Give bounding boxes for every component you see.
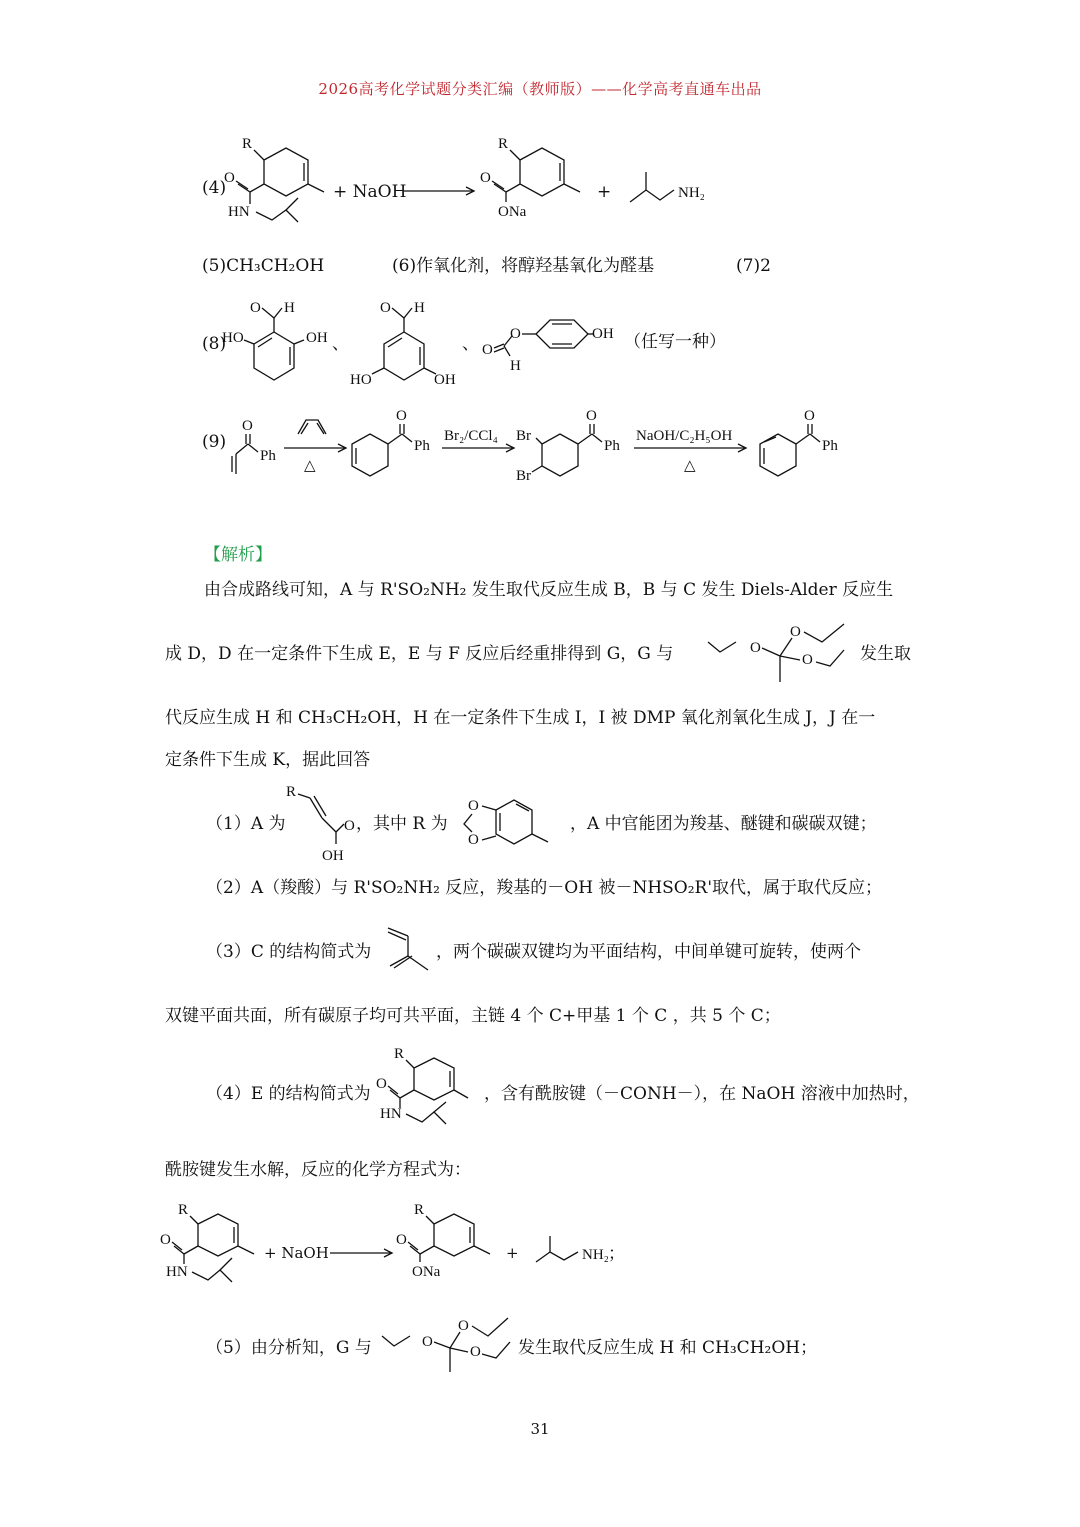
- svg-text:O: O: [510, 326, 521, 342]
- svg-text:O: O: [470, 1344, 481, 1360]
- svg-text:O: O: [376, 1076, 387, 1092]
- svg-text:O: O: [380, 300, 391, 316]
- isobutylamine-structure-top: [628, 160, 728, 210]
- svg-text:O: O: [160, 1232, 171, 1248]
- svg-text:O: O: [344, 818, 355, 834]
- carboxylate-structure-bottom: [392, 1196, 502, 1290]
- plus-sign-bottom: +: [506, 1244, 519, 1262]
- page-header: 2026高考化学试题分类汇编（教师版）——化学高考直通车出品: [318, 80, 762, 98]
- svg-text:ONa: ONa: [498, 204, 527, 220]
- compound-e-structure: [372, 1042, 482, 1134]
- dibromo-ketone: [512, 406, 632, 486]
- svg-text:Br₂/CCl₄: Br₂/CCl₄: [444, 428, 498, 444]
- analysis-paragraph-2b: 发生取: [860, 644, 911, 664]
- answer-6: (6)作氧化剂，将醇羟基氧化为醛基: [392, 256, 655, 276]
- svg-text:O: O: [242, 418, 253, 434]
- benzodioxole-r-group: [462, 796, 572, 852]
- svg-text:O: O: [586, 408, 597, 424]
- plus-naoh: + NaOH: [333, 182, 407, 202]
- svg-text:O: O: [750, 640, 761, 656]
- svg-text:R: R: [394, 1046, 405, 1062]
- svg-text:ONa: ONa: [412, 1264, 441, 1280]
- svg-text:△: △: [684, 458, 696, 474]
- svg-text:O: O: [422, 1334, 433, 1350]
- answer-5: (5)CH₃CH₂OH: [202, 256, 325, 276]
- svg-text:O: O: [458, 1318, 469, 1334]
- cyclohexenyl-ketone: [344, 406, 444, 486]
- br2-reagent-arrow: [442, 426, 518, 456]
- svg-text:O: O: [802, 652, 813, 668]
- svg-text:NH₂: NH₂: [582, 1247, 609, 1263]
- svg-text:O: O: [396, 408, 407, 424]
- svg-text:O: O: [224, 170, 235, 186]
- separator-1: 、: [332, 334, 349, 354]
- plus-sign: +: [597, 182, 612, 202]
- separator-2: 、: [462, 334, 479, 354]
- svg-text:H: H: [284, 300, 295, 316]
- svg-text:O: O: [482, 342, 493, 358]
- svg-text:H: H: [510, 358, 521, 374]
- svg-text:HN: HN: [166, 1264, 188, 1280]
- reaction-arrow: [404, 186, 476, 196]
- svg-text:HO: HO: [222, 330, 244, 346]
- triethyl-orthoacetate-structure-2: [380, 1314, 520, 1376]
- analysis-item-3-text: ，两个碳碳双键均为平面结构，中间单键可旋转，使两个: [436, 942, 861, 962]
- svg-text:OH: OH: [434, 372, 456, 388]
- analysis-paragraph-1: 由合成路线可知，A 与 R'SO₂NH₂ 发生取代反应生成 B，B 与 C 发生 Diels-Alder 反应生: [204, 580, 894, 600]
- svg-text:O: O: [396, 1232, 407, 1248]
- svg-text:NaOH/C₂H₅OH: NaOH/C₂H₅OH: [636, 428, 733, 444]
- svg-text:HO: HO: [350, 372, 372, 388]
- carboxylate-structure-top: [476, 130, 586, 230]
- svg-text:H: H: [414, 300, 425, 316]
- answer-8-label: (8): [202, 334, 227, 354]
- svg-text:Ph: Ph: [604, 438, 620, 454]
- isomer-3-5-dihydroxybenzaldehyde: [348, 294, 468, 390]
- analysis-paragraph-3: 代反应生成 H 和 CH₃CH₂OH，H 在一定条件下生成 I，I 被 DMP 氧化剂氧化生成 J，J 在一: [165, 708, 876, 728]
- analysis-paragraph-4: 定条件下生成 K，据此回答: [165, 750, 371, 770]
- answer-9-label: (9): [202, 432, 227, 452]
- analysis-item-2: （2）A（羧酸）与 R'SO₂NH₂ 反应，羧基的－OH 被－NHSO₂R'取代，属于取代反应；: [206, 878, 883, 898]
- analysis-item-1-label: （1）A 为: [206, 814, 286, 834]
- analysis-item-5-text: 发生取代反应生成 H 和 CH₃CH₂OH；: [518, 1338, 818, 1358]
- cyclohexadienyl-ketone: [750, 406, 850, 486]
- svg-text:R: R: [178, 1202, 189, 1218]
- svg-text:Ph: Ph: [260, 448, 276, 464]
- analysis-item-4-text: ，含有酰胺键（－CONH－），在 NaOH 溶液中加热时，: [484, 1084, 920, 1104]
- plus-naoh-bottom: + NaOH: [264, 1244, 329, 1262]
- analysis-item-5-label: （5）由分析知，G 与: [206, 1338, 372, 1358]
- isomer-2-6-dihydroxybenzaldehyde: [222, 294, 342, 386]
- analysis-item-3-continued: 双键平面共面，所有碳原子均可共平面，主链 4 个 C+甲基 1 个 C ，共 5 个 C；: [165, 1006, 781, 1026]
- svg-text:NH₂: NH₂: [678, 185, 705, 201]
- svg-text:Br: Br: [516, 468, 531, 484]
- amide-structure-bottom: [156, 1196, 266, 1290]
- analysis-item-4-label: （4）E 的结构简式为: [206, 1084, 371, 1104]
- svg-text:OH: OH: [306, 330, 328, 346]
- svg-text:O: O: [790, 624, 801, 640]
- svg-text:O: O: [480, 170, 491, 186]
- reaction-arrow-bottom: [330, 1248, 394, 1258]
- analysis-item-4-continued: 酰胺键发生水解，反应的化学方程式为：: [165, 1160, 471, 1180]
- svg-text:Br: Br: [516, 428, 531, 444]
- triethyl-orthoacetate-structure: [706, 620, 856, 686]
- svg-text:OH: OH: [592, 326, 614, 342]
- analysis-item-3-label: （3）C 的结构简式为: [206, 942, 372, 962]
- page-number: 31: [530, 1420, 550, 1438]
- isomer-4-hydroxyphenyl-formate: [478, 308, 618, 380]
- amide-structure-top: [220, 130, 330, 230]
- svg-text:Ph: Ph: [822, 438, 838, 454]
- svg-text:HN: HN: [228, 204, 250, 220]
- svg-text:Ph: Ph: [414, 438, 430, 454]
- analysis-item-1-groups: ，A 中官能团为羧基、醚键和碳碳双键；: [570, 814, 877, 834]
- enone-starting-material: [222, 416, 288, 480]
- answer-8-note: （任写一种）: [624, 332, 726, 352]
- svg-text:△: △: [304, 458, 316, 474]
- svg-text:OH: OH: [322, 848, 344, 864]
- svg-text:HN: HN: [380, 1106, 402, 1122]
- svg-text:O: O: [468, 832, 479, 848]
- answer-7: (7)2: [736, 256, 771, 276]
- analysis-heading: 【解析】: [204, 545, 272, 565]
- analysis-paragraph-2a: 成 D，D 在一定条件下生成 E，E 与 F 反应后经重排得到 G，G 与: [165, 644, 674, 664]
- svg-text:O: O: [804, 408, 815, 424]
- isoprene-structure: [384, 922, 434, 976]
- svg-text:O: O: [250, 300, 261, 316]
- diene-reagent-arrow: [284, 412, 350, 474]
- compound-a-structure: [282, 780, 362, 866]
- analysis-item-1-r: ，其中 R 为: [356, 814, 448, 834]
- svg-text:O: O: [468, 798, 479, 814]
- answer-4-label: (4): [202, 178, 227, 198]
- equation-semicolon: ；: [608, 1244, 625, 1264]
- svg-text:R: R: [498, 136, 509, 152]
- svg-text:R: R: [242, 136, 253, 152]
- svg-text:R: R: [414, 1202, 425, 1218]
- naoh-reagent-arrow: [634, 426, 750, 474]
- svg-text:R: R: [286, 784, 297, 800]
